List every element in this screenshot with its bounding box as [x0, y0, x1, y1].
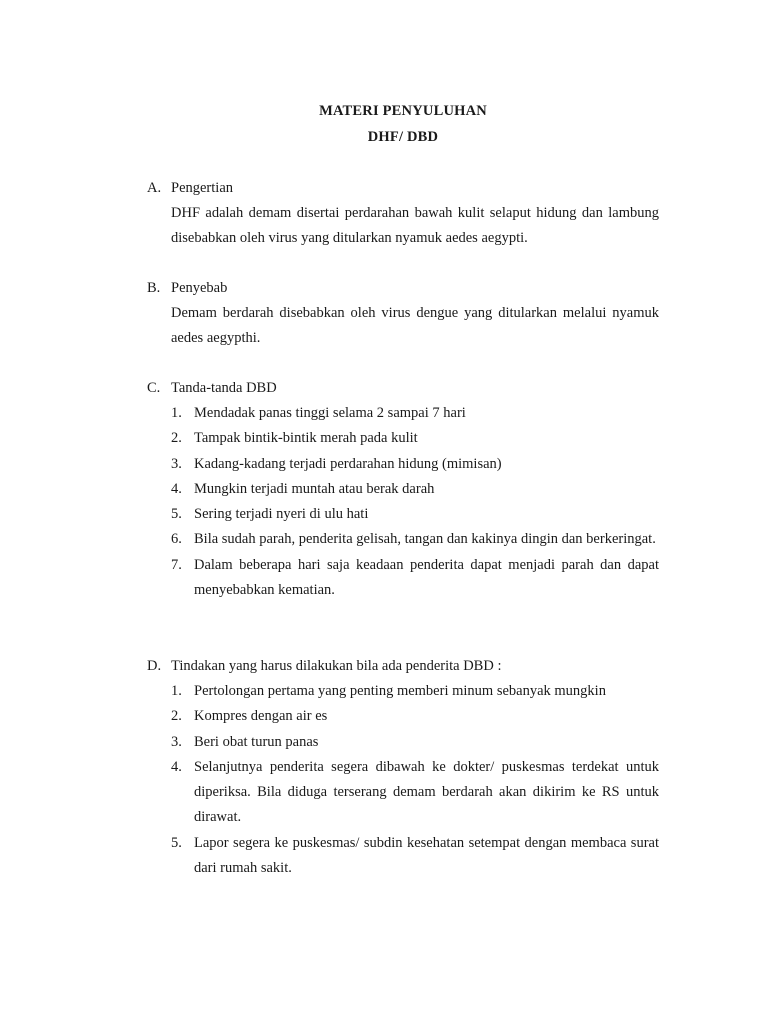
list-item — [171, 426, 659, 451]
list-number: 7. — [171, 556, 182, 573]
list-number: 5. — [171, 834, 182, 851]
list-item — [171, 452, 659, 477]
list-number: 4. — [171, 480, 182, 497]
list-text: Pertolongan pertama yang penting memberi minum sebanyak mungkin — [194, 683, 606, 699]
list-text: Sering terjadi nyeri di ulu hati — [194, 506, 369, 523]
list-number: 1. — [171, 683, 182, 699]
list-text: Lapor segera ke puskesmas/ subdin kesehatan setempat dengan membaca surat dari rumah sakit. — [194, 834, 659, 877]
list-item — [171, 477, 659, 502]
list-text: Mungkin terjadi muntah atau berak darah — [194, 480, 435, 497]
section-title: Tanda-tanda DBD — [171, 380, 277, 396]
section-paragraph: Demam berdarah disebabkan oleh virus dengue yang ditularkan melalui nyamuk aedes aegypthi. — [171, 305, 659, 347]
list-number: 2. — [171, 430, 182, 447]
document-title: MATERI PENYULUHAN — [319, 103, 487, 119]
list-number: 5. — [171, 506, 182, 523]
section-title: Pengertian — [171, 180, 234, 196]
list-number: 2. — [171, 708, 182, 725]
list-text: Beri obat turun panas — [194, 733, 319, 750]
list-text: Kompres dengan air es — [194, 708, 328, 725]
list-number: 4. — [171, 758, 182, 775]
section-letter: A. — [147, 180, 162, 196]
list-item — [171, 704, 659, 729]
list-text: Tampak bintik-bintik merah pada kulit — [194, 430, 418, 447]
section-heading — [147, 276, 659, 301]
list-item — [171, 755, 659, 831]
list-item — [171, 527, 659, 552]
section-letter: B. — [147, 280, 161, 296]
action-list — [171, 679, 659, 881]
list-number: 1. — [171, 405, 182, 421]
list-number: 3. — [171, 455, 182, 472]
section-letter: C. — [147, 380, 161, 396]
section-pengertian — [147, 176, 659, 252]
section-title: Tindakan yang harus dilakukan bila ada penderita DBD : — [171, 658, 502, 674]
document-subtitle: DHF/ DBD — [367, 129, 439, 145]
list-number: 3. — [171, 733, 182, 750]
section-title: Penyebab — [171, 280, 228, 296]
symptom-list — [171, 401, 659, 603]
section-tindakan — [147, 654, 659, 881]
section-heading — [147, 376, 659, 401]
list-item — [171, 679, 659, 704]
list-item — [171, 730, 659, 755]
list-item — [171, 401, 659, 426]
list-text: Dalam beberapa hari saja keadaan penderita dapat menjadi parah dan dapat menyebabkan kematian. — [194, 556, 659, 599]
list-text: Kadang-kadang terjadi perdarahan hidung (mimisan) — [194, 455, 502, 472]
list-item — [171, 831, 659, 882]
section-heading — [147, 654, 659, 679]
list-text: Mendadak panas tinggi selama 2 sampai 7 hari — [194, 405, 466, 421]
section-penyebab — [147, 276, 659, 352]
section-letter: D. — [147, 658, 162, 674]
section-tanda-tanda — [147, 376, 659, 603]
list-item — [171, 502, 659, 527]
list-item — [171, 553, 659, 604]
list-text: Bila sudah parah, penderita gelisah, tangan dan kakinya dingin dan berkeringat. — [194, 531, 656, 548]
section-paragraph: DHF adalah demam disertai perdarahan bawah kulit selaput hidung dan lambung disebabkan oleh virus yang ditularkan nyamuk aedes aegypti. — [171, 205, 659, 247]
section-heading — [147, 176, 659, 201]
list-number: 6. — [171, 531, 182, 548]
list-text: Selanjutnya penderita segera dibawah ke dokter/ puskesmas terdekat untuk diperiksa. Bila diduga terserang demam berdarah akan dikirim ke RS untuk dirawat. — [194, 758, 659, 826]
